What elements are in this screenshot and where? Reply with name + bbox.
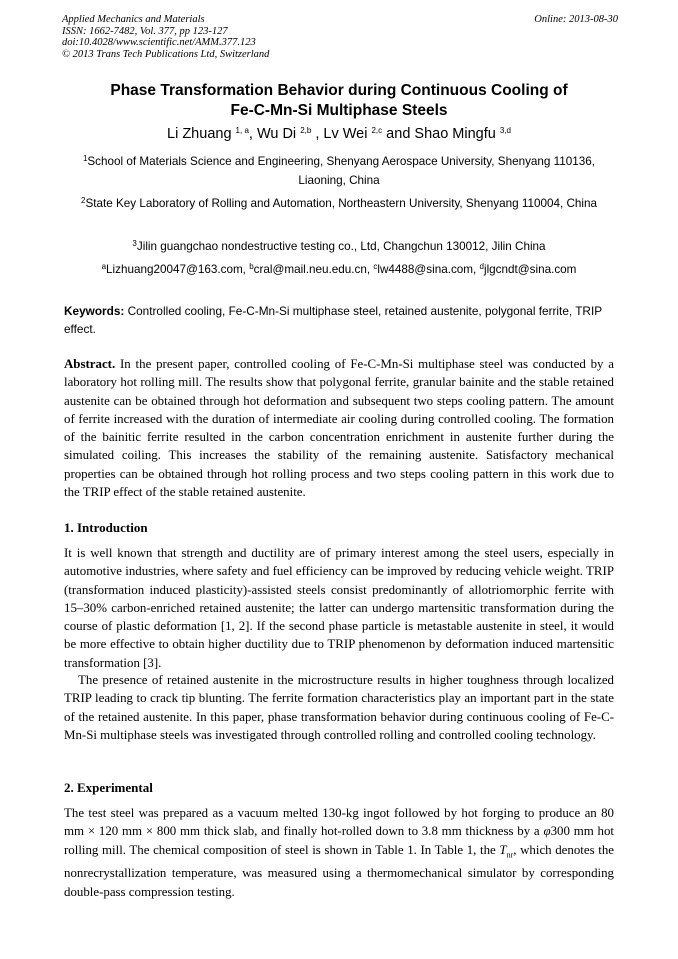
- affiliation-1: [62, 152, 616, 190]
- journal-name: Applied Mechanics and Materials: [62, 14, 205, 25]
- affiliation-3: [62, 237, 616, 256]
- affiliation-text: Jilin guangchao nondestructive testing co., Ltd, Changchun 130012, Jilin China: [136, 240, 546, 253]
- author-name: and Shao Mingfu: [382, 126, 500, 142]
- email-link[interactable]: cral@mail.neu.edu.cn,: [253, 263, 374, 276]
- email-mark: c: [373, 262, 378, 271]
- author-affiliation-mark: 2,c: [371, 126, 383, 135]
- online-date: Online: 2013-08-30: [534, 14, 618, 25]
- author-affiliation-mark: 3,d: [499, 126, 511, 135]
- author-name: , Lv Wei: [311, 126, 372, 142]
- journal-header: [62, 14, 618, 60]
- experimental-paragraph-1: [64, 804, 614, 901]
- temperature-subscript: nr: [506, 850, 514, 860]
- affiliation-mark: 3: [132, 239, 137, 248]
- affiliation-text: State Key Laboratory of Rolling and Automation, Northeastern University, Shenyang 110004, China: [85, 197, 597, 210]
- email-link[interactable]: jlgcndt@sina.com: [483, 263, 577, 276]
- temperature-symbol: T: [499, 842, 507, 857]
- journal-copyright: © 2013 Trans Tech Publications Ltd, Switzerland: [62, 48, 270, 60]
- author-name: , Wu Di: [248, 126, 301, 142]
- author-affiliation-mark: 1, a: [235, 126, 249, 135]
- affiliation-mark: 2: [81, 196, 86, 205]
- author-list: [62, 124, 616, 144]
- email-mark: d: [479, 262, 484, 271]
- section-heading-introduction: 1. Introduction: [64, 520, 148, 535]
- affiliation-mark: 1: [82, 154, 88, 163]
- intro-paragraph-2: The presence of retained austenite in the microstructure results in higher toughness through localized TRIP leading to crack tip blunting. The ferrite formation characteristics play an important part in the state of the retained austenite. In this paper, phase transformation behavior during continuous cooling of Fe-C-Mn-Si multiphase steels was investigated through controlled rolling and controlled cooling technology.: [64, 673, 614, 742]
- paper-title: [62, 81, 616, 121]
- abstract-label: Abstract.: [64, 357, 116, 371]
- author-name: Li Zhuang: [167, 126, 236, 142]
- experimental-text: , which denotes the nonrecrystallization temperature, was measured using a thermomechanical simulator by corresponding double-pass compression testing.: [64, 842, 614, 899]
- phi-symbol: φ: [543, 824, 551, 839]
- abstract: [64, 355, 614, 501]
- keywords-label: Keywords:: [64, 304, 125, 318]
- affiliation-2: [62, 194, 616, 213]
- affiliation-text: School of Materials Science and Engineering, Shenyang Aerospace University, Shenyang 110136, Liaoning, China: [87, 155, 596, 187]
- author-emails: [62, 262, 616, 278]
- abstract-text: In the present paper, controlled cooling of Fe-C-Mn-Si multiphase steel was conducted by a laboratory hot rolling mill. The results show that polygonal ferrite, granular bainite and the stable retained austenite can be obtained through hot deformation and subsequent two steps cooling pattern. The amount of ferrite increased with the duration of intermediate air cooling during controlled cooling. The formation of the bainitic ferrite resulted in the carbon concentration enrichment in austenite further during the simulated coiling. This increases the stability of the remaining austenite. Satisfactory mechanical properties can be obtained through hot rolling process and two steps cooling pattern in this work due to the TRIP effect of the stable retained austenite.: [64, 357, 614, 500]
- title-line-1: Phase Transformation Behavior during Continuous Cooling of: [110, 82, 568, 99]
- experimental-text: The test steel was prepared as a vacuum melted 130-kg ingot followed by hot forging to produce an 80 mm × 120 mm × 800 mm thick slab, and finally hot-rolled down to 3.8 mm thickness by a: [64, 806, 614, 839]
- section-heading-experimental: 2. Experimental: [64, 780, 153, 795]
- experimental-text: 300 mm hot rolling mill. The chemical composition of steel is shown in Table 1. In Table 1, the: [64, 824, 614, 857]
- email-link[interactable]: Lizhuang20047@163.com,: [106, 263, 250, 276]
- email-link[interactable]: lw4488@sina.com,: [377, 263, 480, 276]
- journal-doi: doi:10.4028/www.scientific.net/AMM.377.123: [62, 37, 256, 48]
- keywords-text: Controlled cooling, Fe-C-Mn-Si multiphase steel, retained austenite, polygonal ferrite, TRIP effect.: [64, 304, 602, 336]
- journal-issn: ISSN: 1662-7482, Vol. 377, pp 123-127: [62, 25, 228, 37]
- author-affiliation-mark: 2,b: [300, 126, 312, 135]
- keywords: [64, 302, 614, 338]
- title-line-2: Fe-C-Mn-Si Multiphase Steels: [230, 102, 448, 119]
- email-mark: a: [101, 262, 107, 271]
- email-mark: b: [249, 262, 254, 271]
- intro-paragraph-1: It is well known that strength and ductility are of primary interest among the steel users, especially in automotive industries, where safety and fuel efficiency can be improved by reducing vehicle weight. TRIP (transformation induced plasticity)-assisted steels consist predominantly of allotriomorphic ferrite with 15–30% carbon-enriched retained austenite; the latter can undergo martensitic transformation during the course of plastic deformation [1, 2]. If the second phase particle is metastable austenite in steel, it would be more effective to obtain higher ductility due to TRIP phenomenon by deformation induced martensitic transformation [3].: [64, 546, 614, 670]
